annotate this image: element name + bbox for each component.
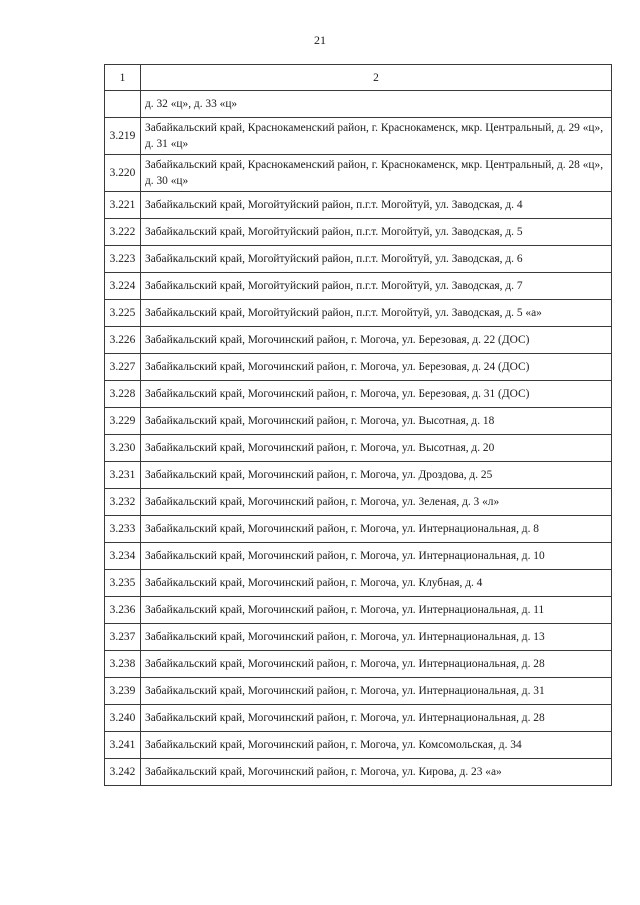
table-row: [105, 759, 612, 786]
table-row: [105, 91, 612, 118]
row-number: 3.239: [105, 678, 141, 705]
row-number: 3.237: [105, 624, 141, 651]
row-address: Забайкальский край, Могочинский район, г. Могоча, ул. Высотная, д. 20: [141, 435, 612, 462]
row-number: 3.235: [105, 570, 141, 597]
row-number: 3.227: [105, 354, 141, 381]
row-address: Забайкальский край, Краснокаменский район, г. Краснокаменск, мкр. Центральный, д. 29 «ц», д. 31 «ц»: [141, 118, 612, 155]
row-number: 3.225: [105, 300, 141, 327]
row-address: Забайкальский край, Могочинский район, г. Могоча, ул. Интернациональная, д. 28: [141, 651, 612, 678]
table-row: [105, 155, 612, 192]
row-address: Забайкальский край, Могочинский район, г. Могоча, ул. Березовая, д. 22 (ДОС): [141, 327, 612, 354]
row-number: 3.234: [105, 543, 141, 570]
row-address: Забайкальский край, Могойтуйский район, п.г.т. Могойтуй, ул. Заводская, д. 5 «а»: [141, 300, 612, 327]
row-number: 3.220: [105, 155, 141, 192]
row-number: 3.238: [105, 651, 141, 678]
row-address: Забайкальский край, Могойтуйский район, п.г.т. Могойтуй, ул. Заводская, д. 4: [141, 192, 612, 219]
row-address: Забайкальский край, Краснокаменский район, г. Краснокаменск, мкр. Центральный, д. 28 «ц», д. 30 «ц»: [141, 155, 612, 192]
row-number: 3.241: [105, 732, 141, 759]
table-row: [105, 570, 612, 597]
table-row: [105, 327, 612, 354]
row-address: Забайкальский край, Могочинский район, г. Могоча, ул. Высотная, д. 18: [141, 408, 612, 435]
table-row: [105, 192, 612, 219]
row-address: Забайкальский край, Могочинский район, г. Могоча, ул. Интернациональная, д. 8: [141, 516, 612, 543]
table-row: [105, 624, 612, 651]
row-address: д. 32 «ц», д. 33 «ц»: [141, 91, 612, 118]
column-header-number: 1: [105, 65, 141, 91]
table-row: [105, 705, 612, 732]
row-number: 3.230: [105, 435, 141, 462]
table-row: [105, 246, 612, 273]
table-row: [105, 543, 612, 570]
row-number: 3.242: [105, 759, 141, 786]
row-number: 3.222: [105, 219, 141, 246]
table-row: [105, 678, 612, 705]
row-address: Забайкальский край, Могочинский район, г. Могоча, ул. Комсомольская, д. 34: [141, 732, 612, 759]
row-address: Забайкальский край, Могойтуйский район, п.г.т. Могойтуй, ул. Заводская, д. 7: [141, 273, 612, 300]
row-number: 3.228: [105, 381, 141, 408]
column-header-address: 2: [141, 65, 612, 91]
table-row: [105, 300, 612, 327]
table-row: [105, 381, 612, 408]
table-row: [105, 408, 612, 435]
table-row: [105, 732, 612, 759]
row-address: Забайкальский край, Могочинский район, г. Могоча, ул. Дроздова, д. 25: [141, 462, 612, 489]
row-number: 3.236: [105, 597, 141, 624]
table-header-row: [105, 65, 612, 91]
row-number: 3.233: [105, 516, 141, 543]
table-row: [105, 435, 612, 462]
table-row: [105, 462, 612, 489]
row-number: 3.229: [105, 408, 141, 435]
row-address: Забайкальский край, Могойтуйский район, п.г.т. Могойтуй, ул. Заводская, д. 5: [141, 219, 612, 246]
page-number: 21: [314, 33, 326, 47]
row-address: Забайкальский край, Могочинский район, г. Могоча, ул. Интернациональная, д. 11: [141, 597, 612, 624]
row-address: Забайкальский край, Могочинский район, г. Могоча, ул. Интернациональная, д. 13: [141, 624, 612, 651]
row-address: Забайкальский край, Могочинский район, г. Могоча, ул. Березовая, д. 24 (ДОС): [141, 354, 612, 381]
row-number: 3.219: [105, 118, 141, 155]
row-address: Забайкальский край, Могочинский район, г. Могоча, ул. Интернациональная, д. 31: [141, 678, 612, 705]
row-number: 3.231: [105, 462, 141, 489]
table-row: [105, 219, 612, 246]
row-address: Забайкальский край, Могочинский район, г. Могоча, ул. Зеленая, д. 3 «л»: [141, 489, 612, 516]
row-address: Забайкальский край, Могочинский район, г. Могоча, ул. Клубная, д. 4: [141, 570, 612, 597]
table-row: [105, 597, 612, 624]
table-row: [105, 118, 612, 155]
row-address: Забайкальский край, Могочинский район, г. Могоча, ул. Интернациональная, д. 10: [141, 543, 612, 570]
row-address: Забайкальский край, Могойтуйский район, п.г.т. Могойтуй, ул. Заводская, д. 6: [141, 246, 612, 273]
row-number: 3.224: [105, 273, 141, 300]
address-table: [104, 64, 612, 786]
row-number: 3.232: [105, 489, 141, 516]
row-number: 3.221: [105, 192, 141, 219]
table-row: [105, 489, 612, 516]
table-row: [105, 354, 612, 381]
row-number: 3.223: [105, 246, 141, 273]
table-row: [105, 651, 612, 678]
row-address: Забайкальский край, Могочинский район, г. Могоча, ул. Кирова, д. 23 «а»: [141, 759, 612, 786]
row-address: Забайкальский край, Могочинский район, г. Могоча, ул. Березовая, д. 31 (ДОС): [141, 381, 612, 408]
table-row: [105, 273, 612, 300]
row-address: Забайкальский край, Могочинский район, г. Могоча, ул. Интернациональная, д. 28: [141, 705, 612, 732]
row-number: 3.226: [105, 327, 141, 354]
row-number: [105, 91, 141, 118]
table-body: [105, 91, 612, 786]
row-number: 3.240: [105, 705, 141, 732]
table-row: [105, 516, 612, 543]
